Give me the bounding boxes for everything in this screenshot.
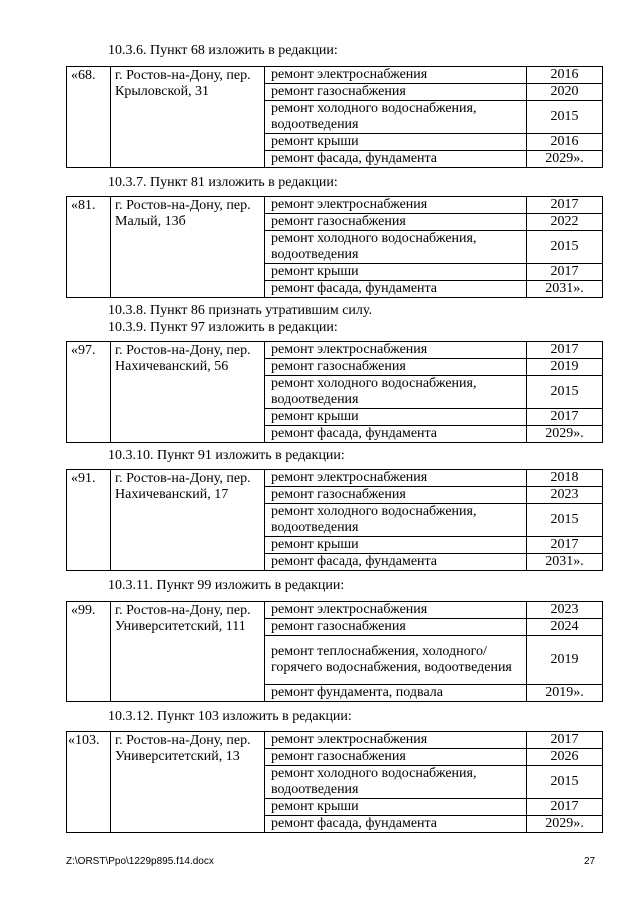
item-number: «103.: [67, 732, 111, 833]
work-name: ремонт электроснабжения: [265, 602, 527, 619]
amendment-table: [66, 731, 603, 833]
item-number: «99.: [67, 602, 111, 702]
work-year: 2017: [527, 264, 603, 281]
work-year: 2022: [527, 214, 603, 231]
work-name: ремонт электроснабжения: [265, 197, 527, 214]
work-name: ремонт холодного водоснабжения, водоотведения: [265, 766, 527, 799]
item-number: «97.: [67, 342, 111, 443]
work-year: 2015: [527, 231, 603, 264]
work-name: ремонт электроснабжения: [265, 67, 527, 84]
work-year: 2015: [527, 766, 603, 799]
page-number: 27: [584, 856, 596, 867]
work-year: 2026: [527, 749, 603, 766]
work-name: ремонт электроснабжения: [265, 470, 527, 487]
work-name: ремонт газоснабжения: [265, 84, 527, 101]
work-name: ремонт теплоснабжения, холодного/горячего водоснабжения, водоотведения: [265, 636, 527, 685]
work-year: 2031».: [527, 554, 603, 571]
work-year: 2015: [527, 101, 603, 134]
work-year: 2015: [527, 504, 603, 537]
work-name: ремонт электроснабжения: [265, 342, 527, 359]
work-name: ремонт газоснабжения: [265, 487, 527, 504]
amendment-table: [66, 196, 603, 298]
amendment-table: [66, 469, 603, 571]
work-year: 2017: [527, 732, 603, 749]
work-name: ремонт крыши: [265, 799, 527, 816]
item-number: «81.: [67, 197, 111, 298]
work-year: 2023: [527, 602, 603, 619]
work-year: 2023: [527, 487, 603, 504]
work-year: 2017: [527, 409, 603, 426]
work-year: 2017: [527, 537, 603, 554]
work-name: ремонт фасада, фундамента: [265, 816, 527, 833]
work-name: ремонт газоснабжения: [265, 619, 527, 636]
section-heading: 10.3.9. Пункт 97 изложить в редакции:: [108, 320, 338, 335]
work-name: ремонт холодного водоснабжения, водоотведения: [265, 101, 527, 134]
work-name: ремонт холодного водоснабжения, водоотведения: [265, 504, 527, 537]
work-year: 2016: [527, 134, 603, 151]
amendment-table: [66, 341, 603, 443]
work-year: 2029».: [527, 151, 603, 168]
item-address: г. Ростов-на-Дону, пер. Нахичеванский, 56: [111, 342, 265, 443]
work-year: 2019: [527, 636, 603, 685]
work-year: 2031».: [527, 281, 603, 298]
work-name: ремонт газоснабжения: [265, 749, 527, 766]
work-year: 2029».: [527, 426, 603, 443]
work-name: ремонт электроснабжения: [265, 732, 527, 749]
work-year: 2019».: [527, 685, 603, 702]
section-heading: 10.3.6. Пункт 68 изложить в редакции:: [108, 43, 338, 58]
work-name: ремонт холодного водоснабжения, водоотведения: [265, 231, 527, 264]
section-heading: 10.3.7. Пункт 81 изложить в редакции:: [108, 175, 338, 190]
work-year: 2016: [527, 67, 603, 84]
work-year: 2019: [527, 359, 603, 376]
work-name: ремонт фасада, фундамента: [265, 151, 527, 168]
work-name: ремонт фасада, фундамента: [265, 554, 527, 571]
work-year: 2015: [527, 376, 603, 409]
work-name: ремонт крыши: [265, 134, 527, 151]
work-year: 2017: [527, 342, 603, 359]
item-number: «68.: [67, 67, 111, 168]
section-heading: 10.3.12. Пункт 103 изложить в редакции:: [108, 709, 352, 724]
work-year: 2024: [527, 619, 603, 636]
work-name: ремонт крыши: [265, 409, 527, 426]
amendment-table: [66, 66, 603, 168]
work-year: 2017: [527, 197, 603, 214]
item-address: г. Ростов-на-Дону, пер. Малый, 13б: [111, 197, 265, 298]
item-number: «91.: [67, 470, 111, 571]
work-name: ремонт фасада, фундамента: [265, 426, 527, 443]
section-heading: 10.3.10. Пункт 91 изложить в редакции:: [108, 448, 345, 463]
item-address: г. Ростов-на-Дону, пер. Нахичеванский, 17: [111, 470, 265, 571]
work-name: ремонт газоснабжения: [265, 214, 527, 231]
work-year: 2017: [527, 799, 603, 816]
work-year: 2020: [527, 84, 603, 101]
work-name: ремонт крыши: [265, 537, 527, 554]
item-address: г. Ростов-на-Дону, пер. Крыловской, 31: [111, 67, 265, 168]
work-year: 2018: [527, 470, 603, 487]
footer-file-path: Z:\ORST\Ppo\1229p895.f14.docx: [66, 856, 214, 867]
item-address: г. Ростов-на-Дону, пер. Университетский, 111: [111, 602, 265, 702]
work-name: ремонт газоснабжения: [265, 359, 527, 376]
work-name: ремонт холодного водоснабжения, водоотведения: [265, 376, 527, 409]
item-address: г. Ростов-на-Дону, пер. Университетский, 13: [111, 732, 265, 833]
section-heading: 10.3.11. Пункт 99 изложить в редакции:: [108, 578, 345, 593]
work-year: 2029».: [527, 816, 603, 833]
work-name: ремонт крыши: [265, 264, 527, 281]
work-name: ремонт фундамента, подвала: [265, 685, 527, 702]
work-name: ремонт фасада, фундамента: [265, 281, 527, 298]
amendment-table: [66, 601, 603, 702]
section-heading: 10.3.8. Пункт 86 признать утратившим силу.: [108, 303, 372, 318]
